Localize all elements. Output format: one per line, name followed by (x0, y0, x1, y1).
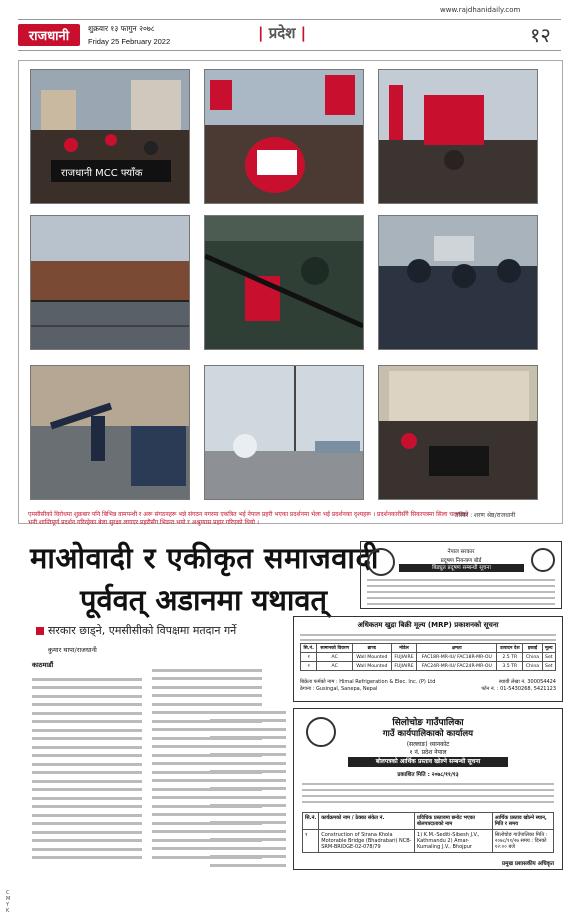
protest-photo-9 (378, 365, 538, 500)
svg-text:राजधानी MCC फ्याँक: राजधानी MCC फ्याँक (61, 168, 143, 179)
byline: कुमार थापा/राजधानी (48, 646, 97, 654)
date-nepali: शुक्रवार १३ फागुन २०७८ (88, 24, 155, 33)
ad2-contact (481, 679, 556, 693)
ad2-address: ठेगाना : Gusingal, Sanepa, Nepal (300, 686, 378, 692)
ad3-band: बोलपत्रको आर्थिक प्रस्ताव खोल्ने सम्बन्धी सूचना (348, 757, 508, 767)
ad3-line2: गाउँ कार्यपालिकाको कार्यालय (382, 729, 474, 739)
protest-photo-4 (30, 215, 190, 350)
ad2-phone: फोन नं. : 01-5430268, 5421123 (481, 686, 556, 692)
protest-photo-1 (30, 69, 190, 204)
subheadline (36, 623, 236, 638)
print-color-marks: C M Y K (6, 890, 11, 914)
ad3-line3: (सल्लाङ) ध्यानकोट (406, 741, 450, 748)
protest-photo-5 (204, 215, 364, 350)
ad3-body (302, 779, 554, 807)
dateline: काठमाडौं (32, 661, 54, 669)
subheadline-text: सरकार छाड्ने, एमसीसीको विपक्षमा मतदान गर्ने (48, 624, 237, 637)
ad3-line4: १ नं. प्रदेश नेपाल (409, 749, 447, 756)
table-header-row: सि.नं. सामानको विवरण ब्राण्ड मोडेल क्षमता उत्पादन देश इकाई मूल्य (301, 644, 556, 653)
government-emblem-icon (367, 548, 395, 576)
table-row: १ AC Wall Mounted FUJIAIRE FAC18R-MR-IU/ FAC18R-MR-OU 2.5 TR China Set (301, 653, 556, 662)
protest-photo-8 (204, 365, 364, 500)
protest-photo-6 (378, 215, 538, 350)
ad2-pan: स्थायी लेखा नं. 300054424 (498, 679, 556, 685)
ad3-publish-date: प्रकाशित मिति : २०७८/११/१३ (397, 772, 459, 778)
red-square-bullet (36, 627, 44, 635)
headline-line-1: माओवादी र एकीकृत समाजवादी (30, 541, 379, 575)
photo-caption: एमसीसीको विरोधमा शुक्रबार पनि बिभिन्न वामपन्थी र अरू संगठनहरू भन्ने संगठन नगरमा एकत्रित भई नेपाल प्रहरी भएका प्रदर्शनमा भेला भई प्रदर्शनका दृश्यहरू । प्रदर्शनकारीसँगै सिकापत्रमा सिला चलाएको भनी शान्तिपूर्ण प्रदर्शन गरिरहेका बेला सुरक्षा लगाएर प्रहरीसँग भिडन्त भयो र अश्रुग्यास प्रहार गरिएको थियो । (28, 511, 469, 526)
headline-line-2: पूर्ववत् अडानमा यथावत् (80, 583, 328, 617)
protest-photo-2 (204, 69, 364, 204)
page-number: १२ (530, 23, 551, 47)
article-column-1 (32, 672, 142, 865)
section-label: प्रदेश (268, 24, 296, 42)
mrp-table (300, 643, 556, 671)
ad2-title: अधिकतम खुद्रा बिक्री मूल्य (MRP) प्रकाशनको सूचना (357, 621, 499, 629)
tender-table (302, 812, 554, 853)
notice-ad-mrp (293, 616, 563, 702)
site-url: www.rajdhanidaily.com (440, 6, 521, 14)
ad3-line1: सिलोचोङ गाउँपालिका (392, 718, 464, 728)
newspaper-logo: राजधानी (18, 24, 80, 46)
table-row: १ Construction of Sirana Khola Motorable Bridge (Bhadrabari) NCB-SRM-BRIDGE-02-078/79 1) K.M.-Sediti-Sibesh J.V., Kathmandu 2) Amar-Kumaling J.V., Bhojpur सिलोचोङ गाउँपालिका मिति : २०७८/११/२७ समय : दिनको १२:०० बजे (303, 830, 554, 853)
ad1-body (367, 575, 555, 609)
protest-photo-7 (30, 365, 190, 500)
date-english: Friday 25 February 2022 (88, 37, 171, 46)
notice-ad-pollution (360, 541, 562, 609)
ad1-band: बिड्युत प्रदूषण सम्बन्धी सूचना (399, 564, 524, 572)
ad1-line1: नेपाल सरकार (447, 549, 475, 555)
article-column-3 (210, 705, 286, 872)
table-header-row: सि.नं. कार्यक्रमको नाम / ठेक्का संकेत नं. प्रविधिक प्रस्तावमा छनोट भएका बोलपत्रदाताको नाम आर्थिक प्रस्ताव खोल्ने स्थान, मिति र समय (303, 813, 554, 830)
ad3-signature: प्रमुख प्रशासकीय अधिकृत (502, 861, 554, 867)
ad1-line2: प्रदूषण नियन्त्रण बोर्ड (440, 558, 482, 564)
protest-photo-3 (378, 69, 538, 204)
notice-ad-municipality (293, 708, 563, 870)
photo-credit: तस्बिर : शरण श्रेष्ठ/राजधानी (455, 512, 516, 519)
ad2-firm: बिक्रेता फर्मको नाम : Himal Refrigeration & Elec. Inc. (P) Ltd (300, 679, 436, 685)
section-title: | प्रदेश | (258, 24, 307, 42)
table-row: २ AC Wall Mounted FUJIAIRE FAC24R-MR-IU/ FAC24R-MR-OU 3.5 TR China Set (301, 662, 556, 671)
board-logo-icon (531, 548, 555, 572)
